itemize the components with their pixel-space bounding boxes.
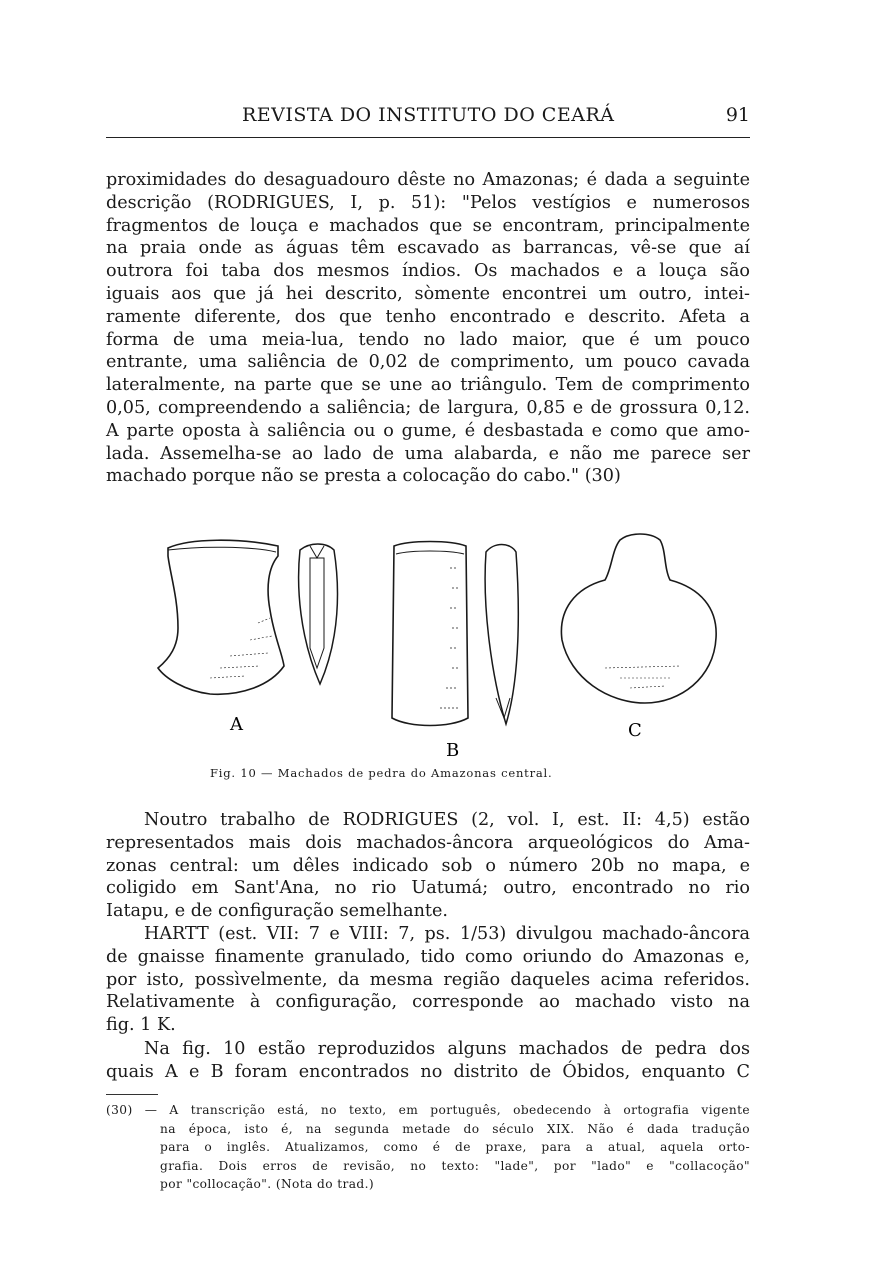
text-line: lateralmente, na parte que se une ao triângulo. Tem de comprimento: [106, 375, 750, 396]
text-line: fig. 1 K.: [106, 1015, 176, 1036]
text-line: Na fig. 10 estão reproduzidos alguns machados de pedra dos: [144, 1039, 750, 1059]
text-line: HARTT (est. VII: 7 e VIII: 7, ps. 1/53) divulgou machado-âncora: [144, 924, 750, 944]
footnote-30: [106, 1101, 750, 1194]
text-line: forma de uma meia-lua, tendo no lado maior, que é um pouco: [106, 329, 750, 350]
text-line: Noutro trabalho de RODRIGUES (2, vol. I, est. II: 4,5) estão: [144, 810, 750, 830]
header-rule: [106, 137, 750, 138]
text-line: coligido em Sant'Ana, no rio Uatumá; outro, encontrado no rio: [106, 878, 750, 899]
text-line: lada. Assemelha-se ao lado de uma alabarda, e não me parece ser: [106, 443, 750, 464]
text-line: na praia onde as águas têm escavado as barrancas, vê-se que aí: [106, 238, 750, 259]
figure-10-axes: [150, 528, 750, 763]
paragraph-1: [106, 169, 750, 488]
footnote-line: para o inglês. Atualizamos, como é de praxe, para a atual, aquela orto-: [160, 1140, 750, 1154]
axe-c-drawing: [561, 534, 716, 703]
figure-label-b: B: [446, 740, 460, 761]
text-line: proximidades do desaguadouro dêste no Amazonas; é dada a seguinte: [106, 170, 750, 190]
text-line: entrante, uma saliência de 0,02 de comprimento, um pouco cavada: [106, 352, 750, 373]
text-line: descrição (RODRIGUES, I, p. 51): "Pelos vestígios e numerosos: [106, 192, 750, 213]
text-line: de gnaisse finamente granulado, tido como oriundo do Amazonas e,: [106, 946, 750, 967]
text-line: 0,05, compreendendo a saliência; de largura, 0,85 e de grossura 0,12.: [106, 397, 750, 418]
text-line: Iatapu, e de configuração semelhante.: [106, 901, 448, 922]
axes-illustration: [150, 528, 750, 763]
text-line: fragmentos de louça e machados que se encontram, principalmente: [106, 215, 750, 236]
page-number: 91: [725, 104, 750, 126]
figure-caption: Fig. 10 — Machados de pedra do Amazonas central.: [210, 766, 553, 780]
paragraph-2: [106, 809, 750, 923]
text-line: representados mais dois machados-âncora arqueológicos do Ama-: [106, 832, 750, 853]
text-line: zonas central: um dêles indicado sob o número 20b no mapa, e: [106, 855, 750, 876]
figure-label-a: A: [230, 714, 243, 735]
text-line: Relativamente à configuração, corresponde ao machado visto na: [106, 992, 750, 1013]
text-line: ramente diferente, dos que tenho encontrado e descrito. Afeta a: [106, 306, 750, 327]
footnote-line: na época, isto é, na segunda metade do século XIX. Não é dada tradução: [160, 1121, 750, 1136]
text-line: quais A e B foram encontrados no distrito de Óbidos, enquanto C: [106, 1061, 750, 1082]
axe-b-edge-drawing: [485, 545, 518, 725]
footnote-line: (30) — A transcrição está, no texto, em português, obedecendo à ortografia vigente: [106, 1103, 750, 1117]
text-line: iguais aos que já hei descrito, sòmente encontrei um outro, intei-: [106, 283, 750, 304]
axe-a-drawing: [158, 540, 284, 694]
footnote-line: por "collocação". (Nota do trad.): [160, 1177, 375, 1191]
figure-label-c: C: [628, 720, 642, 741]
journal-title: REVISTA DO INSTITUTO DO CEARÁ: [242, 104, 615, 126]
text-line: por isto, possìvelmente, da mesma região daqueles acima referidos.: [106, 969, 750, 990]
axe-a-edge-drawing: [299, 544, 338, 684]
footnote-rule: [106, 1094, 158, 1095]
footnote-line: grafia. Dois erros de revisão, no texto: "lade", por "lado" e "collacoção": [160, 1158, 750, 1173]
text-line: outrora foi taba dos mesmos índios. Os machados e a louça são: [106, 261, 750, 282]
page-header: [106, 104, 750, 132]
text-line: machado porque não se presta a colocação do cabo." (30): [106, 466, 621, 487]
axe-b-drawing: [392, 542, 468, 726]
paragraph-3: [106, 923, 750, 1037]
text-line: A parte oposta à saliência ou o gume, é desbastada e como que amo-: [106, 420, 750, 441]
paragraph-4: [106, 1038, 750, 1084]
